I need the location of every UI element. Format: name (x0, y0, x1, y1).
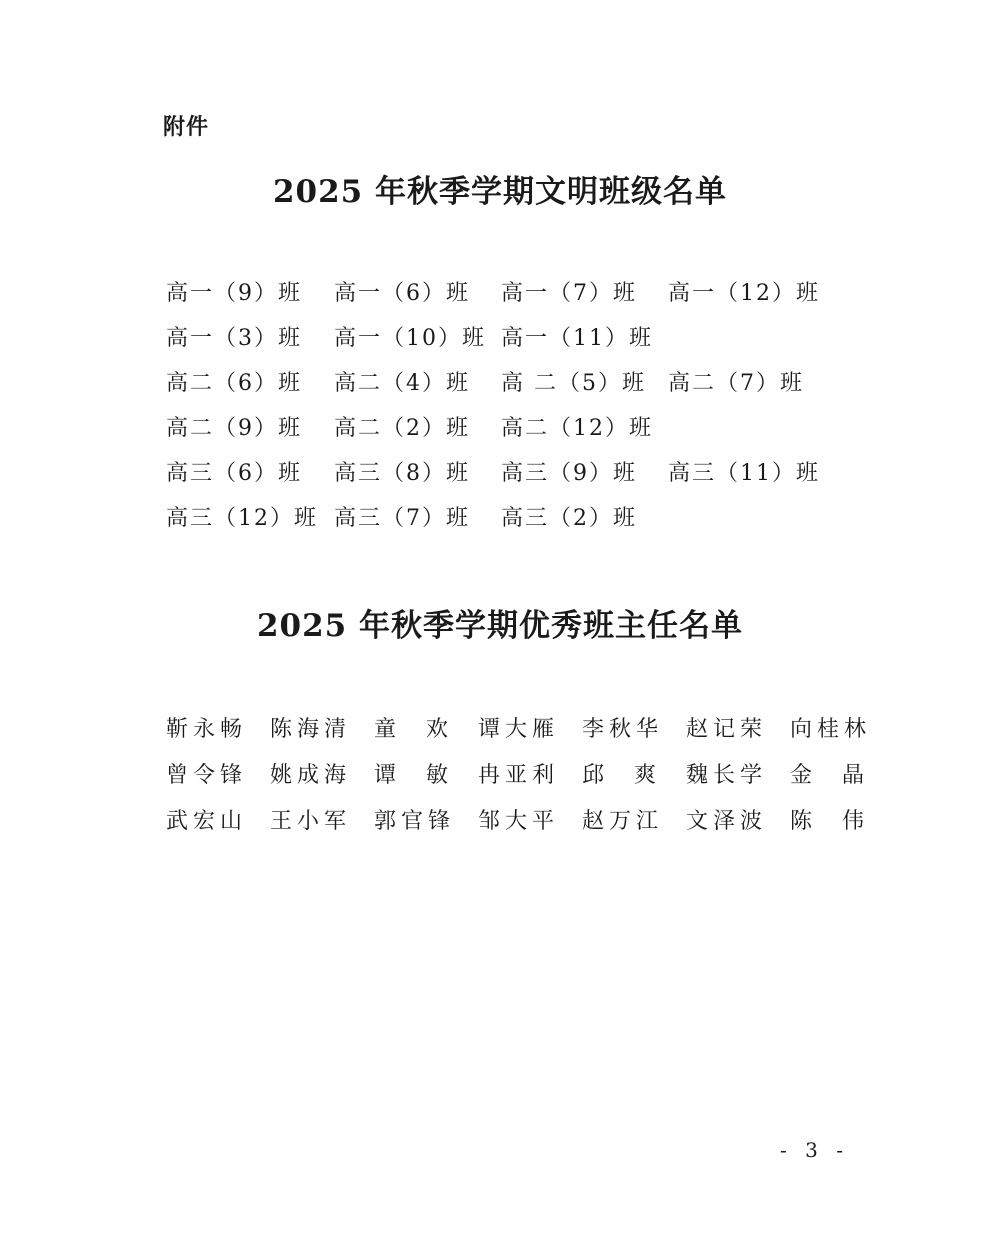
teacher-name: 郭 官 锋 (374, 809, 450, 834)
teacher-row (166, 758, 886, 804)
class-name: 高二（9）班 (166, 416, 302, 441)
teacher-name: 文 泽 波 (686, 809, 762, 834)
teacher-name: 王 小 军 (270, 809, 346, 834)
class-name: 高三（2）班 (501, 506, 637, 531)
teacher-name: 武 宏 山 (166, 809, 242, 834)
class-name: 高三（11）班 (668, 461, 820, 486)
class-name: 高三（12）班 (166, 506, 318, 531)
class-name: 高一（3）班 (166, 326, 302, 351)
class-name: 高二（6）班 (166, 371, 302, 396)
class-row (166, 456, 866, 501)
class-row (166, 501, 866, 546)
teacher-name: 金 晶 (790, 763, 864, 788)
class-name: 高三（6）班 (166, 461, 302, 486)
attachment-label: 附件 (163, 115, 210, 140)
class-row (166, 366, 866, 411)
excellent-teachers-title: 2025 年秋季学期优秀班主任名单 (256, 608, 744, 644)
teacher-name: 邹 大 平 (478, 809, 554, 834)
teacher-name: 谭 敏 (374, 763, 448, 788)
teacher-name: 陈 海 清 (270, 717, 346, 742)
class-name: 高三（7）班 (334, 506, 470, 531)
class-name: 高二（2）班 (334, 416, 470, 441)
teacher-name: 靳 永 畅 (166, 717, 242, 742)
page-number: - 3 - (780, 1138, 849, 1162)
teacher-name: 冉 亚 利 (478, 763, 554, 788)
class-name: 高一（11）班 (501, 326, 653, 351)
class-name: 高三（9）班 (501, 461, 637, 486)
class-row (166, 321, 866, 366)
teacher-name: 向 桂 林 (790, 717, 866, 742)
class-name: 高二（7）班 (668, 371, 804, 396)
teacher-name: 姚 成 海 (270, 763, 346, 788)
teacher-name: 童 欢 (374, 717, 448, 742)
class-name: 高一（6）班 (334, 281, 470, 306)
class-name: 高 二（5）班 (501, 371, 646, 396)
teacher-row (166, 804, 886, 850)
class-row (166, 411, 866, 456)
class-name: 高一（12）班 (668, 281, 820, 306)
teacher-name: 邱 爽 (582, 763, 656, 788)
class-name: 高二（4）班 (334, 371, 470, 396)
teacher-name: 曾 令 锋 (166, 763, 242, 788)
teacher-name: 魏 长 学 (686, 763, 762, 788)
excellent-teachers-list (166, 712, 886, 850)
teacher-name: 赵 记 荣 (686, 717, 762, 742)
class-row (166, 276, 866, 321)
teacher-name: 谭 大 雁 (478, 717, 554, 742)
class-name: 高一（10）班 (334, 326, 486, 351)
civilized-classes-list (166, 276, 866, 546)
civilized-classes-title: 2025 年秋季学期文明班级名单 (272, 174, 728, 210)
teacher-name: 陈 伟 (790, 809, 864, 834)
teacher-row (166, 712, 886, 758)
teacher-name: 赵 万 江 (582, 809, 658, 834)
class-name: 高二（12）班 (501, 416, 653, 441)
class-name: 高三（8）班 (334, 461, 470, 486)
class-name: 高一（9）班 (166, 281, 302, 306)
class-name: 高一（7）班 (501, 281, 637, 306)
teacher-name: 李 秋 华 (582, 717, 658, 742)
